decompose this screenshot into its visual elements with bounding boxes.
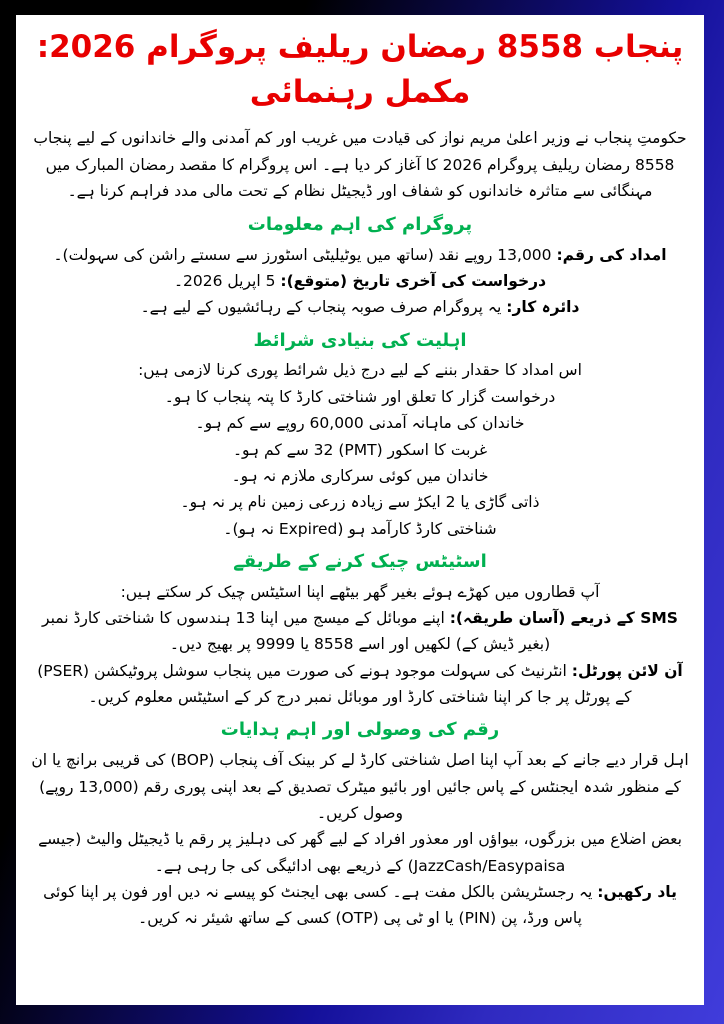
page-title: پنجاب 8558 رمضان ریلیف پروگرام 2026: مکمل رہنمائی <box>36 29 684 110</box>
line-text: اپنے موبائل کے میسج میں اپنا 13 ہندسوں کا شناختی کارڈ نمبر (بغیر ڈیش کے) لکھیں اور اسے 8558 یا 9999 پر بھیج دیں۔ <box>42 609 551 654</box>
line-text: درخواست گزار کا تعلق اور شناختی کارڈ کا پتہ پنجاب کا ہو۔ <box>164 387 556 406</box>
body-line <box>28 294 692 320</box>
line-text: خاندان میں کوئی سرکاری ملازم نہ ہو۔ <box>231 466 489 485</box>
section-payment-instructions <box>26 716 694 931</box>
section-heading: پروگرام کی اہم معلومات <box>247 213 473 235</box>
body-line <box>28 747 692 826</box>
body-line <box>28 242 692 268</box>
section-heading: اہلیت کی بنیادی شرائط <box>253 329 467 351</box>
line-text: ذاتی گاڑی یا 2 ایکڑ سے زیادہ زرعی زمین نام پر نہ ہو۔ <box>180 493 540 512</box>
body-line <box>28 268 692 294</box>
line-text: شناختی کارڈ کارآمد ہو (Expired نہ ہو)۔ <box>223 519 497 538</box>
body-line <box>28 658 692 711</box>
section-heading: رقم کی وصولی اور اہم ہدایات <box>220 719 500 741</box>
line-lead: درخواست کی آخری تاریخ (متوقع): <box>280 271 547 290</box>
line-text: انٹرنیٹ کی سہولت موجود ہونے کی صورت میں پنجاب سوشل پروٹیکشن (PSER) کے پورٹل پر جا کر اپنا شناختی کارڈ اور موبائل نمبر درج کر کے اسٹیٹس معلوم کریں۔ <box>37 661 632 707</box>
line-text: خاندان کی ماہانہ آمدنی 60,000 روپے سے کم ہو۔ <box>195 414 525 433</box>
line-text: 5 اپریل 2026۔ <box>173 271 281 290</box>
line-lead: یاد رکھیں: <box>597 882 677 901</box>
line-text: بعض اضلاع میں بزرگوں، بیواؤں اور معذور افراد کے لیے گھر کی دہلیز پر رقم یا ڈیجیٹل والیٹ (جیسے JazzCash/Easypaisa) کے ذریعے بھی ادائیگی کی جا رہی ہے۔ <box>38 830 682 875</box>
body-line <box>28 826 692 879</box>
body-line <box>28 489 692 515</box>
flyer-document <box>16 15 704 1005</box>
body-line <box>28 384 692 410</box>
section-eligibility <box>26 327 694 542</box>
line-lead: دائرہ کار: <box>506 298 580 317</box>
line-lead: امداد کی رقم: <box>556 245 667 264</box>
intro-paragraph: حکومتِ پنجاب نے وزیر اعلیٰ مریم نواز کی قیادت میں غریب اور کم آمدنی والے خاندانوں کے لیے پنجاب 8558 رمضان ریلیف پروگرام 2026 کا آغاز کر دیا ہے۔ اس پروگرام کا مقصد رمضان المبارک میں مہنگائی سے متاثرہ خاندانوں کو شفاف اور ڈیجیٹل نظام کے تحت مالی مدد فراہم کرنا ہے۔ <box>33 128 687 201</box>
line-text: اہل قرار دیے جانے کے بعد آپ اپنا اصل شناختی کارڈ لے کر بینک آف پنجاب (BOP) کی قریبی برانچ یا ان کے منظور شدہ ایجنٹس کے پاس جائیں اور بائیو میٹرک تصدیق کے بعد اپنی پوری رقم (13,000 روپے) وصول کریں۔ <box>31 751 689 822</box>
section-program-info <box>26 211 694 321</box>
line-text: غربت کا اسکور (PMT) 32 سے کم ہو۔ <box>232 440 488 459</box>
line-text: یہ پروگرام صرف صوبہ پنجاب کے رہائشیوں کے لیے ہے۔ <box>140 298 507 317</box>
section-heading: اسٹیٹس چیک کرنے کے طریقے <box>233 550 487 572</box>
body-line <box>28 463 692 489</box>
body-line <box>28 605 692 658</box>
line-text: 13,000 روپے نقد (ساتھ میں یوٹیلیٹی اسٹورز سے سستے راشن کی سہولت)۔ <box>53 245 557 264</box>
line-lead: آن لائن پورٹل: <box>571 661 683 680</box>
line-text: یہ رجسٹریشن بالکل مفت ہے۔ کسی بھی ایجنٹ کو پیسے نہ دیں اور فون پر اپنا کوئی پاس ورڈ، پن (PIN) یا او ٹی پی (OTP) کسی کے ساتھ شیئر نہ کریں۔ <box>43 882 598 928</box>
body-line <box>28 879 692 932</box>
line-lead: SMS کے ذریعے (آسان طریقہ): <box>449 609 678 628</box>
body-line <box>28 579 692 605</box>
section-status-check <box>26 548 694 711</box>
line-text: آپ قطاروں میں کھڑے ہوئے بغیر گھر بیٹھے اپنا اسٹیٹس چیک کر سکتے ہیں: <box>120 582 600 601</box>
body-line <box>28 410 692 436</box>
body-line <box>28 437 692 463</box>
body-line <box>28 357 692 383</box>
line-text: اس امداد کا حقدار بننے کے لیے درج ذیل شرائط پوری کرنا لازمی ہیں: <box>138 361 582 380</box>
body-line <box>28 516 692 542</box>
